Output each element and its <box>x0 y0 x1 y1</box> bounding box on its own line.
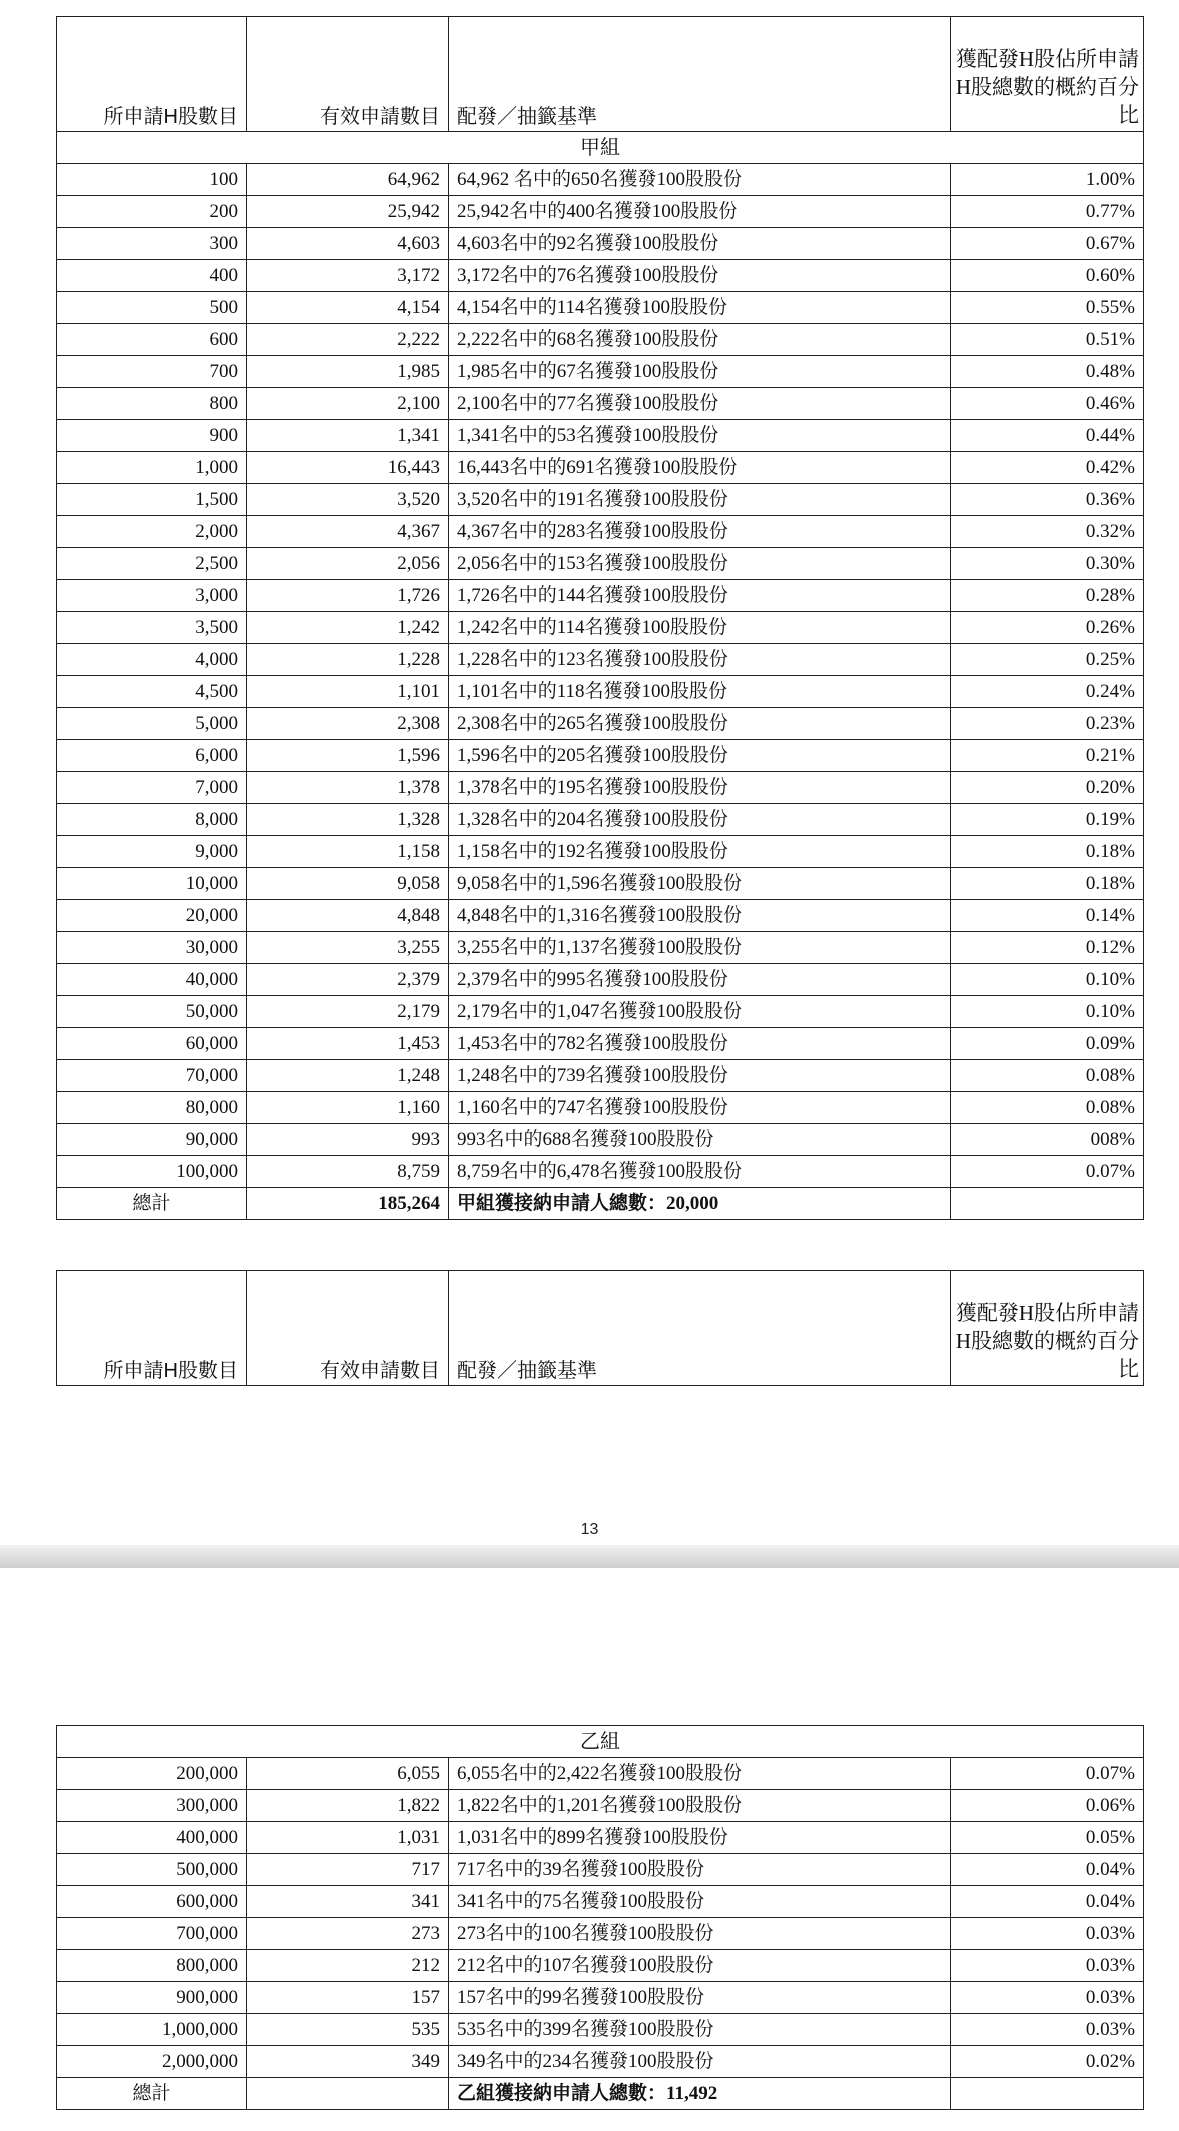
cell-allocation-basis: 1,378名中的195名獲發100股股份 <box>449 772 951 804</box>
cell-approx-percentage: 0.06% <box>951 1790 1144 1822</box>
group-title-row <box>57 1726 1144 1758</box>
cell-allocation-basis: 8,759名中的6,478名獲發100股股份 <box>449 1156 951 1188</box>
cell-approx-percentage: 0.67% <box>951 228 1144 260</box>
cell-valid-applications: 212 <box>247 1950 449 1982</box>
cell-approx-percentage: 0.42% <box>951 452 1144 484</box>
cell-allocation-basis: 1,031名中的899名獲發100股股份 <box>449 1822 951 1854</box>
table-row <box>57 548 1144 580</box>
total-row <box>57 1188 1144 1220</box>
cell-valid-applications: 16,443 <box>247 452 449 484</box>
cell-applied-shares: 2,000 <box>57 516 247 548</box>
cell-valid-applications: 1,031 <box>247 1822 449 1854</box>
cell-allocation-basis: 1,726名中的144名獲發100股股份 <box>449 580 951 612</box>
cell-applied-shares: 600,000 <box>57 1886 247 1918</box>
cell-approx-percentage: 0.04% <box>951 1886 1144 1918</box>
table-row <box>57 1092 1144 1124</box>
allocation-table-group-a <box>56 16 1144 1220</box>
cell-applied-shares: 70,000 <box>57 1060 247 1092</box>
table-row <box>57 772 1144 804</box>
cell-valid-applications: 717 <box>247 1854 449 1886</box>
cell-allocation-basis: 535名中的399名獲發100股股份 <box>449 2014 951 2046</box>
table-row <box>57 420 1144 452</box>
cell-valid-applications: 2,308 <box>247 708 449 740</box>
cell-allocation-basis: 212名中的107名獲發100股股份 <box>449 1950 951 1982</box>
table-row <box>57 740 1144 772</box>
cell-approx-percentage: 0.03% <box>951 1950 1144 1982</box>
table-row <box>57 836 1144 868</box>
header-valid-applications: 有效申請數目 <box>247 17 449 132</box>
table-row <box>57 516 1144 548</box>
cell-approx-percentage: 0.60% <box>951 260 1144 292</box>
cell-approx-percentage: 0.44% <box>951 420 1144 452</box>
cell-approx-percentage: 0.24% <box>951 676 1144 708</box>
cell-applied-shares: 4,500 <box>57 676 247 708</box>
cell-allocation-basis: 341名中的75名獲發100股股份 <box>449 1886 951 1918</box>
total-percentage-empty <box>951 2078 1144 2110</box>
cell-allocation-basis: 1,985名中的67名獲發100股股份 <box>449 356 951 388</box>
total-valid-applications <box>247 2078 449 2110</box>
group-b-title: 乙組 <box>57 1726 1144 1758</box>
allocation-table-group-b <box>56 1725 1144 2110</box>
cell-allocation-basis: 3,255名中的1,137名獲發100股股份 <box>449 932 951 964</box>
table-row <box>57 964 1144 996</box>
cell-valid-applications: 6,055 <box>247 1758 449 1790</box>
cell-valid-applications: 157 <box>247 1982 449 2014</box>
cell-valid-applications: 9,058 <box>247 868 449 900</box>
cell-applied-shares: 700,000 <box>57 1918 247 1950</box>
cell-valid-applications: 1,726 <box>247 580 449 612</box>
cell-valid-applications: 4,154 <box>247 292 449 324</box>
total-percentage-empty <box>951 1188 1144 1220</box>
cell-allocation-basis: 1,160名中的747名獲發100股股份 <box>449 1092 951 1124</box>
cell-valid-applications: 1,341 <box>247 420 449 452</box>
cell-approx-percentage: 0.77% <box>951 196 1144 228</box>
table-row <box>57 1124 1144 1156</box>
cell-applied-shares: 10,000 <box>57 868 247 900</box>
total-label: 總計 <box>57 1188 247 1220</box>
table-row <box>57 196 1144 228</box>
table-row <box>57 484 1144 516</box>
cell-approx-percentage: 0.07% <box>951 1156 1144 1188</box>
cell-applied-shares: 300,000 <box>57 1790 247 1822</box>
table-row <box>57 1060 1144 1092</box>
cell-approx-percentage: 0.08% <box>951 1060 1144 1092</box>
cell-allocation-basis: 64,962 名中的650名獲發100股股份 <box>449 164 951 196</box>
table-row <box>57 292 1144 324</box>
cell-applied-shares: 1,000 <box>57 452 247 484</box>
table-row <box>57 1854 1144 1886</box>
cell-valid-applications: 993 <box>247 1124 449 1156</box>
cell-valid-applications: 4,603 <box>247 228 449 260</box>
table-row <box>57 260 1144 292</box>
cell-allocation-basis: 1,341名中的53名獲發100股股份 <box>449 420 951 452</box>
cell-applied-shares: 80,000 <box>57 1092 247 1124</box>
cell-applied-shares: 90,000 <box>57 1124 247 1156</box>
cell-allocation-basis: 2,179名中的1,047名獲發100股股份 <box>449 996 951 1028</box>
table-row <box>57 932 1144 964</box>
cell-applied-shares: 7,000 <box>57 772 247 804</box>
cell-applied-shares: 1,500 <box>57 484 247 516</box>
cell-applied-shares: 6,000 <box>57 740 247 772</box>
table-row <box>57 1758 1144 1790</box>
table-row <box>57 164 1144 196</box>
cell-approx-percentage: 0.08% <box>951 1092 1144 1124</box>
cell-approx-percentage: 0.14% <box>951 900 1144 932</box>
cell-allocation-basis: 2,100名中的77名獲發100股股份 <box>449 388 951 420</box>
cell-applied-shares: 200,000 <box>57 1758 247 1790</box>
cell-approx-percentage: 0.25% <box>951 644 1144 676</box>
table-row <box>57 1950 1144 1982</box>
cell-approx-percentage: 0.12% <box>951 932 1144 964</box>
cell-approx-percentage: 0.18% <box>951 836 1144 868</box>
cell-valid-applications: 4,367 <box>247 516 449 548</box>
table-row <box>57 1028 1144 1060</box>
table-row <box>57 452 1144 484</box>
cell-applied-shares: 800 <box>57 388 247 420</box>
cell-allocation-basis: 273名中的100名獲發100股股份 <box>449 1918 951 1950</box>
cell-allocation-basis: 9,058名中的1,596名獲發100股股份 <box>449 868 951 900</box>
cell-valid-applications: 3,255 <box>247 932 449 964</box>
cell-applied-shares: 900 <box>57 420 247 452</box>
table-header-row <box>57 1271 1144 1386</box>
cell-approx-percentage: 0.03% <box>951 1918 1144 1950</box>
cell-valid-applications: 3,520 <box>247 484 449 516</box>
cell-applied-shares: 100,000 <box>57 1156 247 1188</box>
cell-valid-applications: 1,328 <box>247 804 449 836</box>
cell-allocation-basis: 1,248名中的739名獲發100股股份 <box>449 1060 951 1092</box>
table-row <box>57 228 1144 260</box>
allocation-table-header-repeat <box>56 1270 1144 1386</box>
cell-allocation-basis: 2,308名中的265名獲發100股股份 <box>449 708 951 740</box>
cell-valid-applications: 3,172 <box>247 260 449 292</box>
cell-applied-shares: 400 <box>57 260 247 292</box>
cell-valid-applications: 535 <box>247 2014 449 2046</box>
total-accepted-applicants: 乙組獲接納申請人總數：11,492 <box>449 2078 951 2110</box>
cell-valid-applications: 341 <box>247 1886 449 1918</box>
cell-allocation-basis: 1,158名中的192名獲發100股股份 <box>449 836 951 868</box>
cell-applied-shares: 9,000 <box>57 836 247 868</box>
total-label: 總計 <box>57 2078 247 2110</box>
cell-valid-applications: 2,379 <box>247 964 449 996</box>
header-approx-percentage: 獲配發H股佔所申請H股總數的概約百分比 <box>951 1271 1144 1386</box>
cell-approx-percentage: 0.09% <box>951 1028 1144 1060</box>
cell-allocation-basis: 1,328名中的204名獲發100股股份 <box>449 804 951 836</box>
cell-valid-applications: 1,985 <box>247 356 449 388</box>
cell-valid-applications: 1,822 <box>247 1790 449 1822</box>
table-row <box>57 580 1144 612</box>
cell-applied-shares: 400,000 <box>57 1822 247 1854</box>
cell-applied-shares: 8,000 <box>57 804 247 836</box>
table-row <box>57 996 1144 1028</box>
cell-approx-percentage: 0.07% <box>951 1758 1144 1790</box>
cell-valid-applications: 1,158 <box>247 836 449 868</box>
cell-applied-shares: 900,000 <box>57 1982 247 2014</box>
cell-applied-shares: 300 <box>57 228 247 260</box>
cell-valid-applications: 2,179 <box>247 996 449 1028</box>
cell-valid-applications: 2,222 <box>247 324 449 356</box>
cell-approx-percentage: 0.19% <box>951 804 1144 836</box>
table-row <box>57 324 1144 356</box>
cell-applied-shares: 2,500 <box>57 548 247 580</box>
header-allocation-basis: 配發／抽籤基準 <box>449 17 951 132</box>
cell-valid-applications: 1,242 <box>247 612 449 644</box>
cell-valid-applications: 2,056 <box>247 548 449 580</box>
cell-approx-percentage: 0.04% <box>951 1854 1144 1886</box>
table-row <box>57 388 1144 420</box>
table-row <box>57 2014 1144 2046</box>
cell-allocation-basis: 1,101名中的118名獲發100股股份 <box>449 676 951 708</box>
table-row <box>57 1156 1144 1188</box>
cell-allocation-basis: 349名中的234名獲發100股股份 <box>449 2046 951 2078</box>
cell-approx-percentage: 0.26% <box>951 612 1144 644</box>
cell-allocation-basis: 717名中的39名獲發100股股份 <box>449 1854 951 1886</box>
cell-allocation-basis: 16,443名中的691名獲發100股股份 <box>449 452 951 484</box>
cell-valid-applications: 1,248 <box>247 1060 449 1092</box>
cell-allocation-basis: 4,154名中的114名獲發100股股份 <box>449 292 951 324</box>
cell-approx-percentage: 0.36% <box>951 484 1144 516</box>
cell-valid-applications: 349 <box>247 2046 449 2078</box>
header-valid-applications: 有效申請數目 <box>247 1271 449 1386</box>
cell-applied-shares: 700 <box>57 356 247 388</box>
table-row <box>57 1790 1144 1822</box>
cell-applied-shares: 500,000 <box>57 1854 247 1886</box>
total-row <box>57 2078 1144 2110</box>
page-number: 13 <box>580 1521 599 1538</box>
cell-valid-applications: 1,160 <box>247 1092 449 1124</box>
table-row <box>57 1918 1144 1950</box>
cell-approx-percentage: 0.03% <box>951 2014 1144 2046</box>
cell-valid-applications: 1,101 <box>247 676 449 708</box>
table-row <box>57 644 1144 676</box>
cell-approx-percentage: 0.23% <box>951 708 1144 740</box>
document-page-bottom <box>0 1568 1179 2131</box>
cell-valid-applications: 273 <box>247 1918 449 1950</box>
cell-allocation-basis: 6,055名中的2,422名獲發100股股份 <box>449 1758 951 1790</box>
cell-allocation-basis: 157名中的99名獲發100股股份 <box>449 1982 951 2014</box>
cell-allocation-basis: 1,822名中的1,201名獲發100股股份 <box>449 1790 951 1822</box>
cell-approx-percentage: 0.20% <box>951 772 1144 804</box>
cell-approx-percentage: 0.10% <box>951 964 1144 996</box>
cell-approx-percentage: 1.00% <box>951 164 1144 196</box>
cell-allocation-basis: 1,228名中的123名獲發100股股份 <box>449 644 951 676</box>
cell-applied-shares: 20,000 <box>57 900 247 932</box>
table-row <box>57 1886 1144 1918</box>
cell-applied-shares: 3,000 <box>57 580 247 612</box>
cell-allocation-basis: 2,056名中的153名獲發100股股份 <box>449 548 951 580</box>
cell-applied-shares: 30,000 <box>57 932 247 964</box>
header-allocation-basis: 配發／抽籤基準 <box>449 1271 951 1386</box>
cell-valid-applications: 25,942 <box>247 196 449 228</box>
cell-approx-percentage: 0.18% <box>951 868 1144 900</box>
table-row <box>57 900 1144 932</box>
cell-approx-percentage: 0.30% <box>951 548 1144 580</box>
cell-allocation-basis: 25,942名中的400名獲發100股股份 <box>449 196 951 228</box>
cell-valid-applications: 8,759 <box>247 1156 449 1188</box>
cell-approx-percentage: 0.02% <box>951 2046 1144 2078</box>
cell-valid-applications: 1,596 <box>247 740 449 772</box>
cell-allocation-basis: 4,848名中的1,316名獲發100股股份 <box>449 900 951 932</box>
group-a-title: 甲組 <box>57 132 1144 164</box>
cell-allocation-basis: 4,367名中的283名獲發100股股份 <box>449 516 951 548</box>
cell-applied-shares: 800,000 <box>57 1950 247 1982</box>
cell-applied-shares: 3,500 <box>57 612 247 644</box>
cell-approx-percentage: 0.03% <box>951 1982 1144 2014</box>
header-approx-percentage: 獲配發H股佔所申請H股總數的概約百分比 <box>951 17 1144 132</box>
cell-applied-shares: 50,000 <box>57 996 247 1028</box>
cell-applied-shares: 5,000 <box>57 708 247 740</box>
header-applied-shares: 所申請H股數目 <box>57 1271 247 1386</box>
cell-approx-percentage: 0.48% <box>951 356 1144 388</box>
cell-allocation-basis: 993名中的688名獲發100股股份 <box>449 1124 951 1156</box>
cell-approx-percentage: 0.51% <box>951 324 1144 356</box>
cell-applied-shares: 200 <box>57 196 247 228</box>
cell-approx-percentage: 0.21% <box>951 740 1144 772</box>
cell-approx-percentage: 0.32% <box>951 516 1144 548</box>
group-title-row <box>57 132 1144 164</box>
cell-applied-shares: 100 <box>57 164 247 196</box>
cell-allocation-basis: 3,172名中的76名獲發100股股份 <box>449 260 951 292</box>
table-row <box>57 676 1144 708</box>
table-row <box>57 868 1144 900</box>
cell-approx-percentage: 008% <box>951 1124 1144 1156</box>
cell-valid-applications: 1,228 <box>247 644 449 676</box>
table-row <box>57 612 1144 644</box>
cell-allocation-basis: 3,520名中的191名獲發100股股份 <box>449 484 951 516</box>
cell-approx-percentage: 0.55% <box>951 292 1144 324</box>
total-accepted-applicants: 甲組獲接納申請人總數：20,000 <box>449 1188 951 1220</box>
cell-approx-percentage: 0.05% <box>951 1822 1144 1854</box>
table-row <box>57 1982 1144 2014</box>
table-header-row <box>57 17 1144 132</box>
cell-applied-shares: 4,000 <box>57 644 247 676</box>
cell-approx-percentage: 0.46% <box>951 388 1144 420</box>
cell-applied-shares: 40,000 <box>57 964 247 996</box>
cell-allocation-basis: 2,379名中的995名獲發100股股份 <box>449 964 951 996</box>
header-applied-shares: 所申請H股數目 <box>57 17 247 132</box>
total-valid-applications: 185,264 <box>247 1188 449 1220</box>
cell-allocation-basis: 1,596名中的205名獲發100股股份 <box>449 740 951 772</box>
cell-applied-shares: 1,000,000 <box>57 2014 247 2046</box>
table-row <box>57 356 1144 388</box>
cell-allocation-basis: 4,603名中的92名獲發100股股份 <box>449 228 951 260</box>
table-row <box>57 1822 1144 1854</box>
cell-applied-shares: 600 <box>57 324 247 356</box>
cell-approx-percentage: 0.10% <box>951 996 1144 1028</box>
cell-approx-percentage: 0.28% <box>951 580 1144 612</box>
cell-allocation-basis: 1,453名中的782名獲發100股股份 <box>449 1028 951 1060</box>
cell-applied-shares: 500 <box>57 292 247 324</box>
cell-allocation-basis: 2,222名中的68名獲發100股股份 <box>449 324 951 356</box>
page-break-divider <box>0 1545 1179 1568</box>
cell-applied-shares: 2,000,000 <box>57 2046 247 2078</box>
cell-valid-applications: 4,848 <box>247 900 449 932</box>
cell-valid-applications: 1,453 <box>247 1028 449 1060</box>
table-row <box>57 2046 1144 2078</box>
cell-valid-applications: 2,100 <box>247 388 449 420</box>
cell-valid-applications: 64,962 <box>247 164 449 196</box>
cell-valid-applications: 1,378 <box>247 772 449 804</box>
table-row <box>57 708 1144 740</box>
cell-applied-shares: 60,000 <box>57 1028 247 1060</box>
cell-allocation-basis: 1,242名中的114名獲發100股股份 <box>449 612 951 644</box>
table-row <box>57 804 1144 836</box>
